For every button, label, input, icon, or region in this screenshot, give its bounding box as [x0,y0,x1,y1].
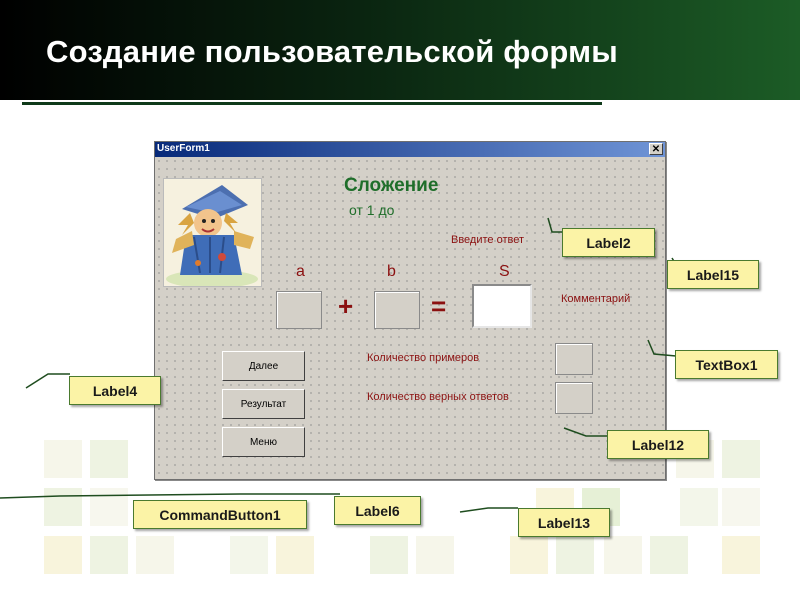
header-rule [22,102,602,105]
callout-label12: Label12 [607,430,709,459]
callout-label2: Label2 [562,228,655,257]
callout-label6: Label6 [334,496,421,525]
var-s-label: S [499,263,510,280]
operand-b-box [374,291,420,329]
correct-count-box [555,382,593,414]
scarecrow-picture [163,178,262,287]
result-button[interactable]: Результат [222,389,305,419]
close-icon[interactable]: ✕ [649,143,663,155]
examples-count-label: Количество примеров [367,352,480,364]
answer-textbox[interactable] [472,284,532,328]
slide-title: Создание пользовательской формы [46,34,618,69]
heading-label: Сложение [344,175,439,196]
callout-label4: Label4 [69,376,161,405]
menu-button[interactable]: Меню [222,427,305,457]
slide-header [0,0,800,100]
comment-label: Комментарий [561,293,631,305]
equals-sign: = [431,291,447,321]
plus-sign: + [338,291,354,321]
examples-count-box [555,343,593,375]
userform-title: UserForm1 [157,143,210,154]
range-label: от 1 до [349,202,395,218]
userform-titlebar[interactable] [155,142,665,157]
next-button[interactable]: Далее [222,351,305,381]
callout-label13: Label13 [518,508,610,537]
operand-a-box [276,291,322,329]
callout-commandbutton1: CommandButton1 [133,500,307,529]
var-a-label: a [296,263,305,280]
callout-textbox1: TextBox1 [675,350,778,379]
prompt-label: Введите ответ [451,234,525,246]
var-b-label: b [387,263,396,280]
userform-window [154,141,666,480]
callout-label15: Label15 [667,260,759,289]
correct-count-label: Количество верных ответов [367,391,509,403]
userform-body [155,157,665,479]
